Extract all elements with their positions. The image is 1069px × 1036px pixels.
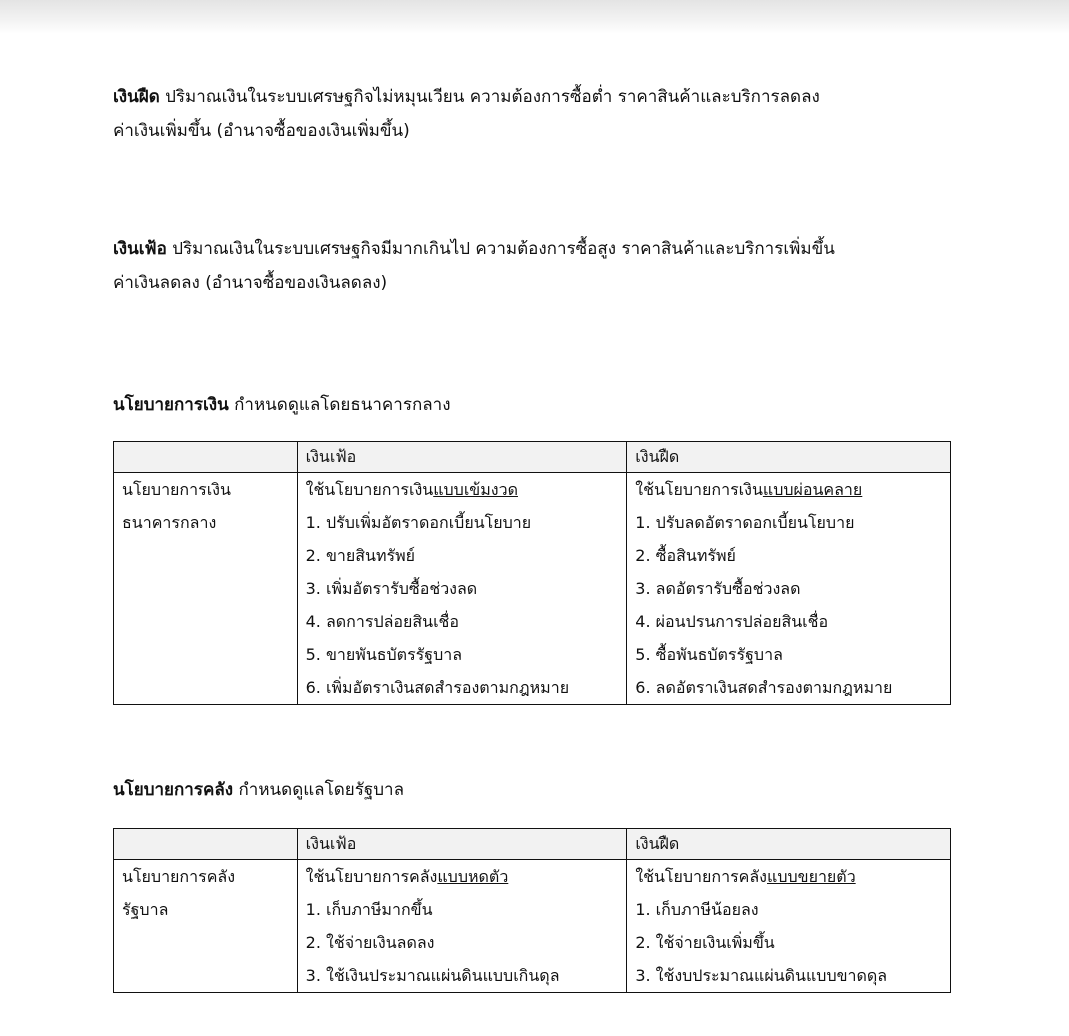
list-item: 5. ขายพันธบัตรรัฐบาล [305, 645, 463, 664]
header-deflation: เงินฝืด [627, 829, 951, 860]
inflation-definition [113, 232, 953, 300]
policy-type-underlined: แบบหดตัว [437, 867, 509, 886]
policy-prefix: ใช้นโยบายการเงิน [635, 480, 763, 499]
inflation-measures-cell [297, 860, 627, 993]
list-item: 2. ขายสินทรัพย์ [305, 546, 416, 565]
row-label-line1: นโยบายการเงิน [122, 480, 231, 499]
table-header-row [114, 829, 951, 860]
monetary-policy-table [113, 441, 951, 705]
list-item: 5. ซื้อพันธบัตรรัฐบาล [635, 645, 783, 664]
window-top-shadow [0, 0, 1069, 34]
row-label-cell [114, 860, 298, 993]
header-inflation: เงินเฟ้อ [297, 442, 627, 473]
list-item: 3. ใช้เงินประมาณแผ่นดินแบบเกินดุล [305, 966, 560, 985]
row-label-line2: รัฐบาล [122, 900, 169, 919]
list-item: 3. ใช้งบประมาณแผ่นดินแบบขาดดุล [635, 966, 888, 985]
list-item: 1. เก็บภาษีน้อยลง [635, 900, 759, 919]
fiscal-heading-rest: กำหนดดูแลโดยรัฐบาล [233, 780, 404, 800]
row-label-line1: นโยบายการคลัง [122, 867, 236, 886]
policy-prefix: ใช้นโยบายการคลัง [305, 867, 438, 886]
table-header-row [114, 442, 951, 473]
list-item: 1. ปรับเพิ่มอัตราดอกเบี้ยนโยบาย [305, 513, 532, 532]
header-inflation: เงินเฟ้อ [297, 829, 627, 860]
monetary-heading-rest: กำหนดดูแลโดยธนาคารกลาง [228, 395, 451, 415]
inflation-text-line2: ค่าเงินลดลง (อำนาจซื้อของเงินลดลง) [113, 273, 388, 293]
deflation-text-line1: ปริมาณเงินในระบบเศรษฐกิจไม่หมุนเวียน ความต้องการซื้อต่ำ ราคาสินค้าและบริการลดลง [159, 87, 820, 107]
inflation-policy-type [306, 860, 619, 893]
monetary-heading-bold: นโยบายการเงิน [113, 395, 229, 415]
policy-type-underlined: แบบเข้มงวด [433, 480, 518, 499]
table-row [114, 473, 951, 705]
inflation-text-line1: ปริมาณเงินในระบบเศรษฐกิจมีมากเกินไป ความต้องการซื้อสูง ราคาสินค้าและบริการเพิ่มขึ้น [166, 239, 835, 259]
header-empty-cell [114, 829, 298, 860]
deflation-measures-cell [627, 860, 951, 993]
deflation-definition [113, 80, 953, 148]
list-item: 1. เก็บภาษีมากขึ้น [305, 900, 433, 919]
policy-prefix: ใช้นโยบายการเงิน [305, 480, 434, 499]
list-item: 2. ซื้อสินทรัพย์ [635, 546, 736, 565]
deflation-term: เงินฝืด [113, 87, 160, 107]
table-row [114, 860, 951, 993]
fiscal-policy-heading [113, 775, 404, 805]
list-item: 3. ลดอัตรารับซื้อช่วงลด [635, 579, 801, 598]
deflation-text-line2: ค่าเงินเพิ่มขึ้น (อำนาจซื้อของเงินเพิ่มขึ้น) [113, 121, 410, 141]
row-label-line2: ธนาคารกลาง [122, 513, 217, 532]
list-item: 2. ใช้จ่ายเงินเพิ่มขึ้น [635, 933, 775, 952]
inflation-term: เงินเฟ้อ [113, 239, 167, 259]
list-item: 1. ปรับลดอัตราดอกเบี้ยนโยบาย [635, 513, 855, 532]
header-empty-cell [114, 442, 298, 473]
list-item: 4. ลดการปล่อยสินเชื่อ [305, 612, 460, 631]
deflation-policy-type [635, 473, 942, 506]
row-label-cell [114, 473, 298, 705]
list-item: 4. ผ่อนปรนการปล่อยสินเชื่อ [635, 612, 829, 631]
deflation-policy-type [635, 860, 942, 893]
list-item: 3. เพิ่มอัตรารับซื้อช่วงลด [305, 579, 478, 598]
deflation-measures-cell [627, 473, 951, 705]
fiscal-policy-table [113, 828, 951, 993]
monetary-policy-heading [113, 390, 451, 420]
policy-type-underlined: แบบขยายตัว [767, 867, 856, 886]
list-item: 6. เพิ่มอัตราเงินสดสำรองตามกฎหมาย [305, 678, 570, 697]
header-deflation: เงินฝืด [627, 442, 951, 473]
policy-type-underlined: แบบผ่อนคลาย [762, 480, 863, 499]
list-item: 2. ใช้จ่ายเงินลดลง [305, 933, 435, 952]
fiscal-heading-bold: นโยบายการคลัง [113, 780, 234, 800]
list-item: 6. ลดอัตราเงินสดสำรองตามกฎหมาย [635, 678, 893, 697]
inflation-measures-cell [297, 473, 627, 705]
policy-prefix: ใช้นโยบายการคลัง [635, 867, 767, 886]
inflation-policy-type [306, 473, 619, 506]
